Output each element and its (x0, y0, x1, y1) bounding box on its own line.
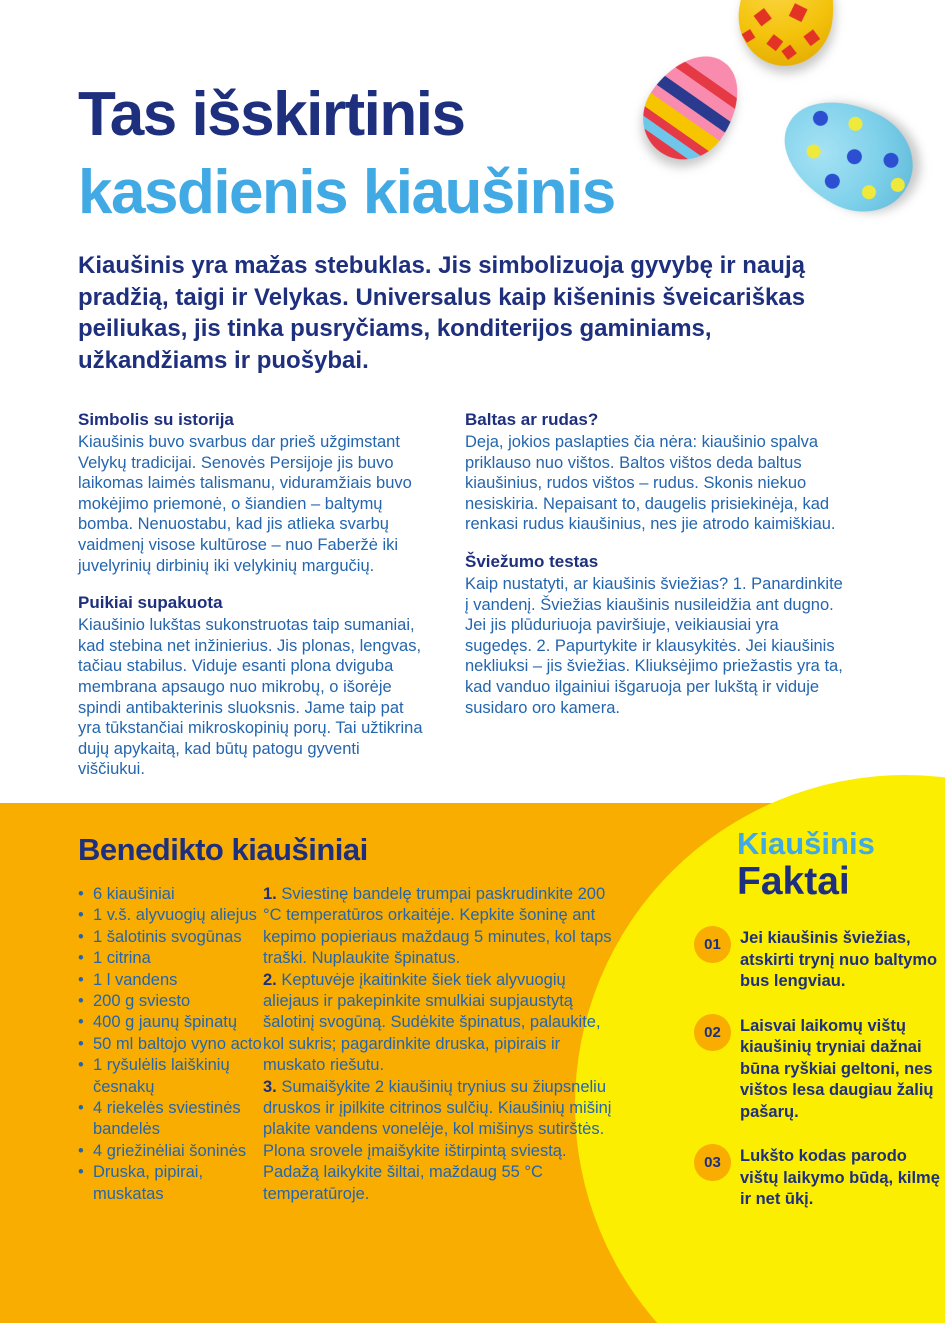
section-heading: Simbolis su istorija (78, 410, 234, 429)
article-column-left (78, 410, 423, 797)
ingredient-item: • 6 kiaušiniai (78, 884, 266, 905)
ingredient-item: • 400 g jaunų špinatų (78, 1012, 266, 1033)
recipe-step: 3. Sumaišykite 2 kiaušinių trynius su žiupsneliu druskos ir įpilkite citrinos sulčių. Kiaušinių mišinį plakite vandens vonelėje, kol mišinys sutirštės. (263, 1077, 612, 1139)
article-section (78, 410, 423, 576)
egg-dot (860, 183, 879, 202)
fact-text: Lukšto kodas parodo vištų laikymo būdą, kilmę ir net ūkį. (740, 1147, 940, 1208)
article-columns (78, 410, 843, 797)
recipe-title: Benedikto kiaušiniai (78, 832, 368, 867)
fact-text: Jei kiaušinis šviežias, atskirti trynį nuo baltymo bus lengviau. (740, 929, 938, 990)
egg-spot (742, 29, 756, 43)
egg-dot (846, 114, 865, 133)
fact-number-badge: 03 (694, 1144, 731, 1181)
step-number: 2. (263, 970, 282, 989)
ingredient-item: • 1 l vandens (78, 970, 266, 991)
recipe-step: Plona srovele įmaišykite ištirpintą sviestą. Padažą laikykite šiltai, maždaug 55 °C temperatūroje. (263, 1141, 567, 1203)
fact-text: Laisvai laikomų vištų kiaušinių tryniai dažnai būna ryškiai geltoni, nes vištos lesa daugiau žalių pašarų. (740, 1016, 934, 1121)
ingredient-item: • 50 ml baltojo vyno acto (78, 1034, 266, 1055)
egg-dot (804, 142, 823, 161)
ingredient-item: • 1 ryšulėlis laiškinių česnakų (78, 1055, 266, 1098)
article-section (78, 593, 423, 780)
pink-striped-egg-icon (626, 38, 758, 176)
egg-spot (754, 8, 772, 26)
fact-item (694, 1014, 945, 1124)
fact-item (694, 1144, 945, 1211)
section-heading: Puikiai supakuota (78, 593, 223, 613)
recipe-steps (263, 884, 615, 1205)
ingredient-item: • 1 citrina (78, 948, 266, 969)
recipe-step: 2. Keptuvėje įkaitinkite šiek tiek alyvuogių aliejaus ir pakepinkite smulkiai supjaustytą šalotinį svogūną. Sudėkite špinatus, palaukite, kol sukris; pagardinkite druska, pipirais ir muskato riešutu. (263, 970, 601, 1075)
egg-spot (766, 34, 783, 51)
facts-title-line2: Faktai (737, 860, 850, 903)
facts-title (737, 828, 875, 901)
ingredient-item: • 4 griežinėliai šoninės (78, 1141, 266, 1162)
egg-spot (781, 45, 796, 60)
egg-dot (888, 175, 907, 194)
article-section (465, 552, 843, 718)
fact-item (694, 926, 945, 993)
egg-dot (822, 171, 842, 191)
egg-dot (810, 108, 830, 128)
recipe-step: 1. Sviestinę bandelę trumpai paskrudinkite 200 °C temperatūros orkaitėje. Kepkite šoninę ant kepimo popieriaus maždaug 5 minutes, kol taps traški. Nuplaukite špinatus. (263, 885, 612, 968)
blue-dotted-egg-icon (765, 79, 930, 230)
ingredients-list (78, 884, 266, 1205)
facts-title-line1: Kiaušinis (737, 826, 875, 861)
ingredient-item: • 1 v.š. alyvuogių aliejus (78, 905, 266, 926)
page-title (78, 76, 615, 232)
egg-dot (844, 147, 864, 167)
fact-number-badge: 02 (694, 1014, 731, 1051)
ingredient-item: • 200 g sviesto (78, 991, 266, 1012)
article-column-right (465, 410, 843, 797)
egg-spot (789, 3, 808, 22)
fact-number-badge: 01 (694, 926, 731, 963)
section-heading: Šviežumo testas (465, 551, 599, 571)
ingredient-item: • 1 šalotinis svogūnas (78, 927, 266, 948)
section-body: Kaip nustatyti, ar kiaušinis šviežias? 1. Panardinkite į vandenį. Šviežias kiaušinis nusileidžia ant dugno. Jei jis plūduriuoja paviršiuje, veikiausiai yra sugedęs. 2. Papurtykite ir klausykitės. Jei kiaušinis nekliuksi – jis šviežias. Kliuksėjimo priežastis yra ta, kad vanduo ilgainiui išgaruoja per lukštą ir viduje susidaro oro kamera. (465, 574, 843, 717)
egg-spot (803, 29, 820, 46)
section-body: Kiaušinis buvo svarbus dar prieš užgimstant Velykų tradicijai. Senovės Persijoje jis buvo laikomas laimės talismanu, viduramžiais buvo mokėjimo priemonė, o šiandien – baltymų bomba. Nenuostabu, kad jis atlieka svarbų vaidmenį visose kultūrose – nuo Faberžė iki juvelyrinių dirbinių iki velykinių margučių. (78, 433, 412, 575)
yellow-egg-icon (732, 0, 842, 72)
page-title-line1: Tas išskirtinis (78, 80, 465, 149)
section-body: Kiaušinio lukštas sukonstruotas taip sumaniai, kad stebina net inžinierius. Jis plonas, lengvas, tačiau stabilus. Viduje esanti plona dviguba membrana apsaugo nuo mikrobų, o išorėje spindi antibakterinis sluoksnis. Jame taip pat yra tūkstančiai mikroskopinių porų. Tai užtikrina dujų apykaitą, kad būtų patogu gyventi viščiukui. (78, 616, 423, 779)
section-body: Deja, jokios paslapties čia nėra: kiaušinio spalva priklauso nuo vištos. Baltos vištos deda baltus kiaušinius, rudos vištos – rudus. Skonis niekuo nesiskiria. Nepaisant to, daugelis prisiekinėja, kad renkasi rudus kiaušinius, nes jie atrodo kaimiškiau. (465, 433, 836, 534)
page-title-line2: kasdienis kiaušinis (78, 158, 615, 227)
step-number: 3. (263, 1077, 282, 1096)
facts-list (694, 926, 945, 1232)
egg-dot (881, 150, 901, 170)
ingredient-item: • 4 riekelės sviestinės bandelės (78, 1098, 266, 1141)
step-number: 1. (263, 885, 282, 903)
ingredient-item: • Druska, pipirai, muskatas (78, 1162, 266, 1205)
article-section (465, 410, 843, 535)
intro-paragraph: Kiaušinis yra mažas stebuklas. Jis simbolizuoja gyvybę ir naują pradžią, taigi ir Velykas. Universalus kaip kišeninis šveicariškas peiliukas, jis tinka pusryčiams, konditerijos gaminiams, užkandžiams ir puošybai. (78, 252, 806, 374)
section-heading: Baltas ar rudas? (465, 410, 599, 429)
